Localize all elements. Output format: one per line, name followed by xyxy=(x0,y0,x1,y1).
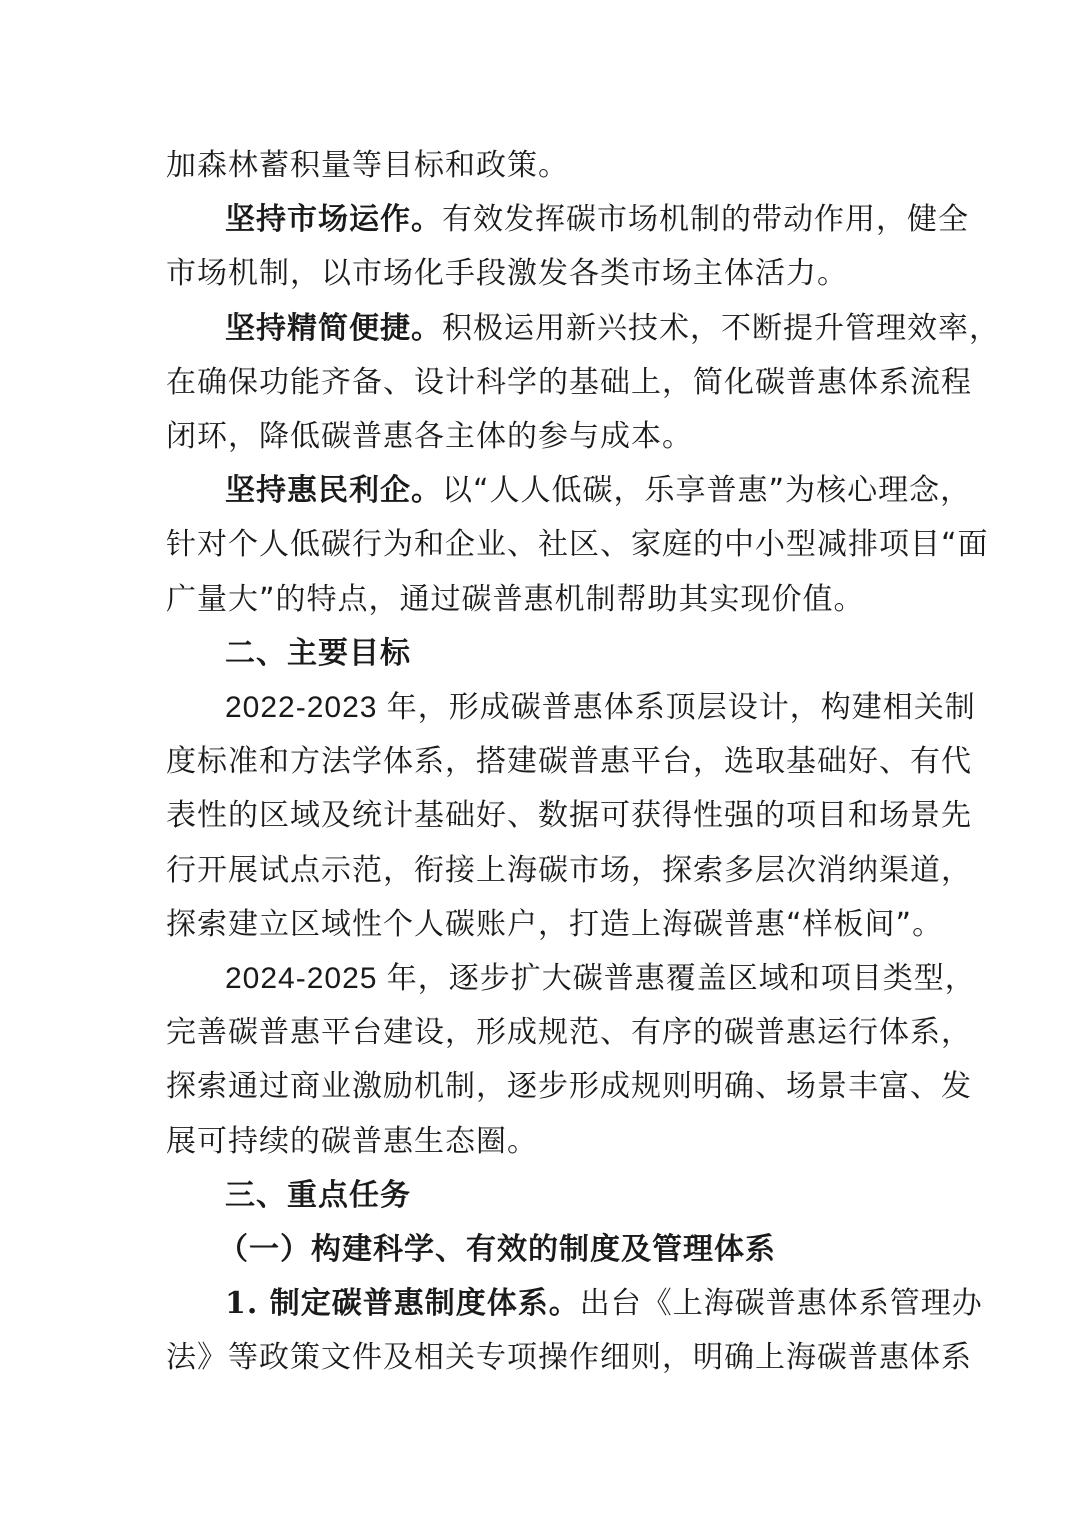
body-text: 针对个人低碳行为和企业、社区、家庭的中小型减排项目“面 xyxy=(166,527,989,562)
paragraph-line xyxy=(225,1282,983,1326)
body-text: 完善碳普惠平台建设，形成规范、有序的碳普惠运行体系， xyxy=(166,1015,972,1050)
paragraph-line xyxy=(166,1065,972,1109)
paragraph-line xyxy=(225,686,976,730)
section-heading xyxy=(225,632,411,676)
section-heading xyxy=(225,1174,411,1218)
body-text: 出台《上海碳普惠体系管理办 xyxy=(579,1286,983,1321)
paragraph-line xyxy=(166,361,972,405)
paragraph-line xyxy=(225,469,971,513)
body-text: 以“人人低碳，乐享普惠”为核心理念， xyxy=(442,473,972,508)
body-text: 度标准和方法学体系，搭建碳普惠平台，选取基础好、有代 xyxy=(166,744,972,779)
paragraph-line xyxy=(166,1336,972,1380)
section-title: 三、重点任务 xyxy=(225,1178,411,1213)
subsection-heading xyxy=(218,1228,776,1272)
body-text: 积极运用新兴技术，不断提升管理效率， xyxy=(442,311,1000,346)
paragraph-line xyxy=(166,144,569,188)
paragraph-line xyxy=(166,1011,972,1055)
body-text: 2022-2023 年，形成碳普惠体系顶层设计，构建相关制 xyxy=(225,691,976,724)
body-text: 行开展试点示范，衔接上海碳市场，探索多层次消纳渠道， xyxy=(166,853,972,888)
paragraph-line xyxy=(166,849,972,893)
paragraph-line xyxy=(166,794,972,838)
section-title: 二、主要目标 xyxy=(225,636,411,671)
body-text: 表性的区域及统计基础好、数据可获得性强的项目和场景先 xyxy=(166,798,972,833)
body-text: 探索建立区域性个人碳账户，打造上海碳普惠“样板间”。 xyxy=(166,907,944,942)
paragraph-line xyxy=(225,198,969,242)
body-text: 在确保功能齐备、设计科学的基础上，简化碳普惠体系流程 xyxy=(166,365,972,400)
body-text: 法》等政策文件及相关专项操作细则，明确上海碳普惠体系 xyxy=(166,1340,972,1375)
body-text: 有效发挥碳市场机制的带动作用，健全 xyxy=(442,202,969,237)
body-text: 展可持续的碳普惠生态圈。 xyxy=(166,1124,538,1159)
paragraph-line xyxy=(166,578,865,622)
body-text: 广量大”的特点，通过碳普惠机制帮助其实现价值。 xyxy=(166,582,865,617)
task-heading: 1. 制定碳普惠制度体系。 xyxy=(225,1286,580,1321)
paragraph-line xyxy=(225,307,1000,351)
paragraph-line xyxy=(225,957,976,1001)
body-text: 闭环，降低碳普惠各主体的参与成本。 xyxy=(166,419,693,454)
principle-heading: 坚持市场运作。 xyxy=(225,202,442,237)
subsection-title: （一）构建科学、有效的制度及管理体系 xyxy=(218,1232,776,1267)
principle-heading: 坚持精简便捷。 xyxy=(225,311,442,346)
body-text: 加森林蓄积量等目标和政策。 xyxy=(166,148,569,183)
paragraph-line xyxy=(166,903,943,947)
body-text: 探索通过商业激励机制，逐步形成规则明确、场景丰富、发 xyxy=(166,1069,972,1104)
body-text: 2024-2025 年，逐步扩大碳普惠覆盖区域和项目类型， xyxy=(225,962,976,995)
paragraph-line xyxy=(166,523,989,567)
paragraph-line xyxy=(166,740,972,784)
paragraph-line xyxy=(166,1120,538,1164)
paragraph-line xyxy=(166,415,693,459)
body-text: 市场机制，以市场化手段激发各类市场主体活力。 xyxy=(166,256,848,291)
principle-heading: 坚持惠民利企。 xyxy=(225,473,442,508)
paragraph-line xyxy=(166,252,848,296)
